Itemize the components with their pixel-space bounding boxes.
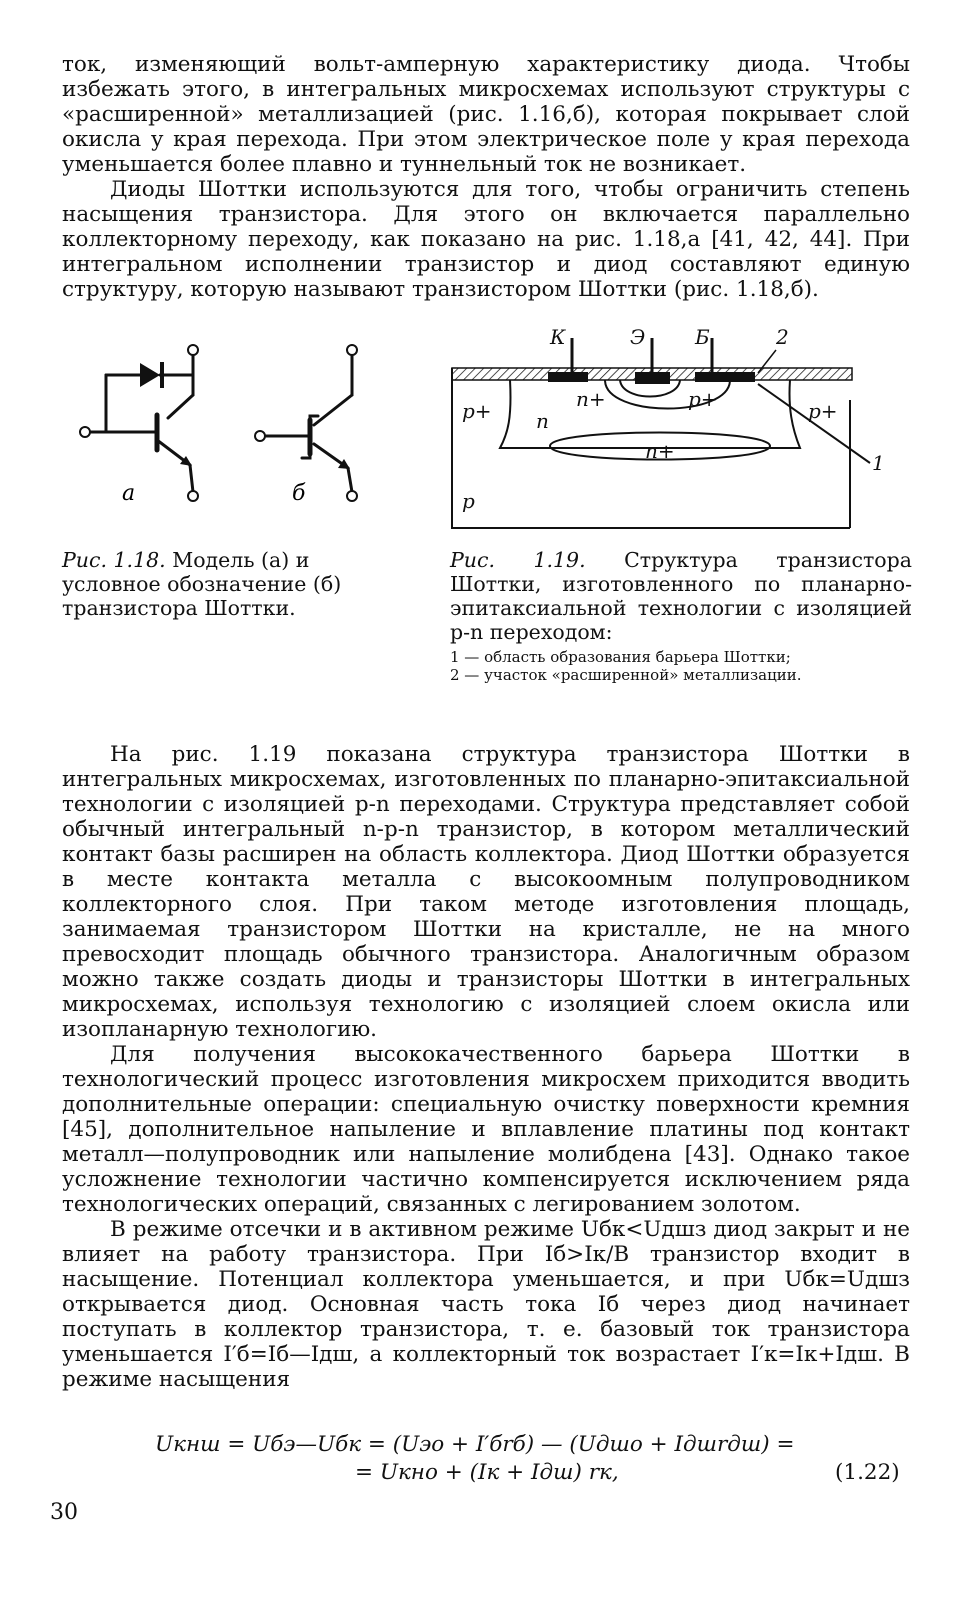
label-pplus-base: p+ (688, 387, 718, 411)
caption-label: Рис. 1.19. (450, 548, 586, 572)
caption-text: Структура транзистора Шоттки, изготовленного по планарно-эпитаксиальной технологии с изоляцией p-n переходом: (450, 548, 912, 644)
bottom-text-block (62, 742, 910, 1392)
label-n: n (536, 409, 549, 433)
paragraph-1: ток, изменяющий вольт-амперную характеристику диода. Чтобы избежать этого, в интегральных микросхемах используют структуры с «расширенной» металлизацией (рис. 1.16,б), которая покрывает слой окисла у края перехода. При этом электрическое поле у края перехода уменьшается более плавно и туннельный ток не возникает. (62, 52, 910, 177)
pointer-line-1 (758, 384, 870, 463)
emitter-metal (635, 372, 670, 384)
legend-item-2: 2 — участок «расширенной» металлизации. (450, 666, 802, 684)
label-e: Э (630, 325, 646, 349)
label-b: Б (695, 325, 710, 349)
figure-legend (450, 648, 912, 684)
label-pplus-right: p+ (808, 399, 838, 423)
paragraph-4: Для получения высококачественного барьера Шоттки в технологический процесс изготовления микросхем приходится вводить дополнительные операции: специальную очистку поверхности кремния [45], дополнительное напыление и вплавление платины под контакт металл—полупроводник или напыление молибдена [43]. Однако такое усложнение технологии частично компенсируется исключением ряда технологических операций, связанных с легированием золотом. (62, 1042, 910, 1217)
formula-line-2: = Uкно + (Iк + Iдш) rк, (355, 1460, 619, 1485)
label-2: 2 (776, 325, 789, 349)
caption-text: Модель (а) и условное обозначение (б) транзистора Шоттки. (62, 548, 342, 620)
label-a: а (122, 481, 136, 506)
label-p-substrate: p (462, 489, 475, 513)
label-1: 1 (872, 451, 885, 475)
schottky-hook-bottom (302, 454, 310, 458)
collector-metal (548, 372, 588, 382)
base-metal-extended (695, 372, 755, 382)
diode-icon (140, 363, 160, 387)
figure-1-19-caption (450, 548, 912, 684)
page-number: 30 (50, 1500, 78, 1525)
figure-1-18 (60, 330, 390, 530)
formula-line-1: Uкнш = Uбэ—Uбк = (Uэо + I′бrб) — (Uдшо + Iдшrдш) = (155, 1432, 795, 1457)
paragraph-3: На рис. 1.19 показана структура транзистора Шоттки в интегральных микросхемах, изготовленных по планарно-эпитаксиальной технологии с изоляцией p-n переходами. Структура представляет собой обычный интегральный n-p-n транзистор, в котором металлический контакт базы расширен на область коллектора. Диод Шоттки образуется в месте контакта металла с высокоомным полупроводником коллекторного слоя. При таком методе изготовления площадь, занимаемая транзистором Шоттки на кристалле, не на много превосходит площадь обычного транзистора. Аналогичным образом можно также создать диоды и транзисторы Шоттки в интегральных микросхемах, используя технологию с изоляцией слоем окисла или изопланарную технологию. (62, 742, 910, 1042)
schottky-hook-top (310, 416, 318, 420)
paragraph-5: В режиме отсечки и в активном режиме Uбк<Uдшз диод закрыт и не влияет на работу транзистора. При Iб>Iк/B транзистор входит в насыщение. Потенциал коллектора уменьшается, и при Uбк=Uдшз открывается диод. Основная часть тока Iб через диод начинает поступать в коллектор транзистора, т. е. базовый ток транзистора уменьшается I′б=Iб—Iдш, а коллекторный ток возрастает I′к=Iк+Iдш. В режиме насыщения (62, 1217, 910, 1392)
top-text-block (62, 52, 910, 302)
label-nplus-top: n+ (576, 387, 606, 411)
figure-1-18-caption (62, 548, 380, 620)
paragraph-2: Диоды Шоттки используются для того, чтобы ограничить степень насыщения транзистора. Для этого он включается параллельно коллекторному переходу, как показано на рис. 1.18,а [41, 42, 44]. При интегральном исполнении транзистор и диод составляют единую структуру, которую называют транзистором Шоттки (рис. 1.18,б). (62, 177, 910, 302)
legend-item-1: 1 — область образования барьера Шоттки; (450, 648, 791, 666)
label-b: б (292, 481, 306, 506)
label-k: К (550, 325, 566, 349)
collector-line-b (314, 395, 352, 425)
label-nplus-buried: n+ (645, 439, 675, 463)
equation-number: (1.22) (835, 1460, 900, 1485)
figure-1-19 (440, 318, 910, 538)
caption-label: Рис. 1.18. (62, 548, 166, 572)
label-pplus-left: p+ (462, 399, 492, 423)
